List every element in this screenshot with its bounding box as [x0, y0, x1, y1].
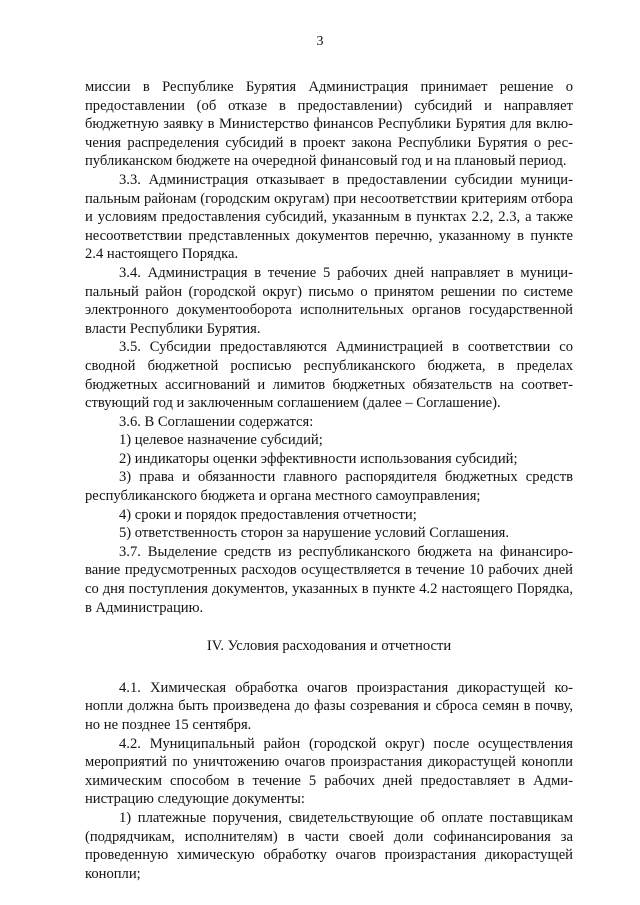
paragraph-continuation: миссии в Республике Бурятия Администрация принимает решение о предоставлении (об отказе в предоставлении) субсидий и направляет бюджетную заявку в Министерство финансов Республики Бурятия для включения распределения субсидий в проект закона Республики Бурятия о республиканском бюджете на очередной финансовый год и на плановый период. [85, 79, 573, 170]
paragraph-3-7: 3.7. Выделение средств из республиканского бюджета на финансирование предусмотренных расходов осуществляется в течение 10 рабочих дней со дня поступления документов, указанных в пункте 4.2 настоящего Порядка, в Администрацию. [85, 543, 573, 616]
list-item-agreement-3: 3) права и обязанности главного распорядителя бюджетных средств республиканского бюджета и органа местного самоуправления; [85, 469, 573, 505]
list-item-agreement-5: 5) ответственность сторон за нарушение условий Соглашения. [119, 525, 509, 542]
section-heading: IV. Условия расходования и отчетности [206, 638, 452, 655]
paragraph-3-3: 3.3. Администрация отказывает в предоставлении субсидии муниципальным районам (городским округам) при несоответствии критериям отбора и условиям предоставления субсидий, указанным в пунктах 2.2, 2.3, а также несоответствии представленных документов перечню, указанному в пункте 2.4 настоящего Порядка. [85, 171, 573, 263]
list-item-agreement-4: 4) сроки и порядок предоставления отчетности; [119, 506, 417, 523]
paragraph-3-4: 3.4. Администрация в течение 5 рабочих дней направляет в муниципальный район (городской округ) письмо о принятом решении по системе электронного документооборота исполнительных органов государственной власти Республики Бурятия. [85, 264, 573, 337]
paragraph-4-2: 4.2. Муниципальный район (городской округ) после осуществления мероприятий по уничтожению очагов произрастания дикорастущей конопли химическим способом в течение 5 рабочих дней предоставляет в Администрацию следующие документы: [85, 735, 573, 808]
list-item-documents-1: 1) платежные поручения, свидетельствующие об оплате поставщикам (подрядчикам, исполнителям) в части своей доли софинансирования за проведенную химическую обработку очагов произрастания дикорастущей конопли; [85, 809, 573, 882]
paragraph-4-1: 4.1. Химическая обработка очагов произрастания дикорастущей конопли должна быть произведена до фазы созревания и сброса семян в почву, но не позднее 15 сентября. [85, 679, 573, 733]
paragraph-3-5: 3.5. Субсидии предоставляются Администрацией в соответствии со сводной бюджетной росписью республиканского бюджета, в пределах бюджетных ассигнований и лимитов бюджетных обязательств на соответствующий год и заключенным соглашением (далее – Соглашение). [85, 339, 573, 412]
list-item-agreement-1: 1) целевое назначение субсидий; [119, 432, 323, 449]
paragraph-3-6: 3.6. В Соглашении содержатся: [119, 413, 314, 430]
page-number: 3 [316, 34, 324, 49]
list-item-agreement-2: 2) индикаторы оценки эффективности использования субсидий; [119, 450, 518, 467]
document-body [85, 78, 573, 883]
